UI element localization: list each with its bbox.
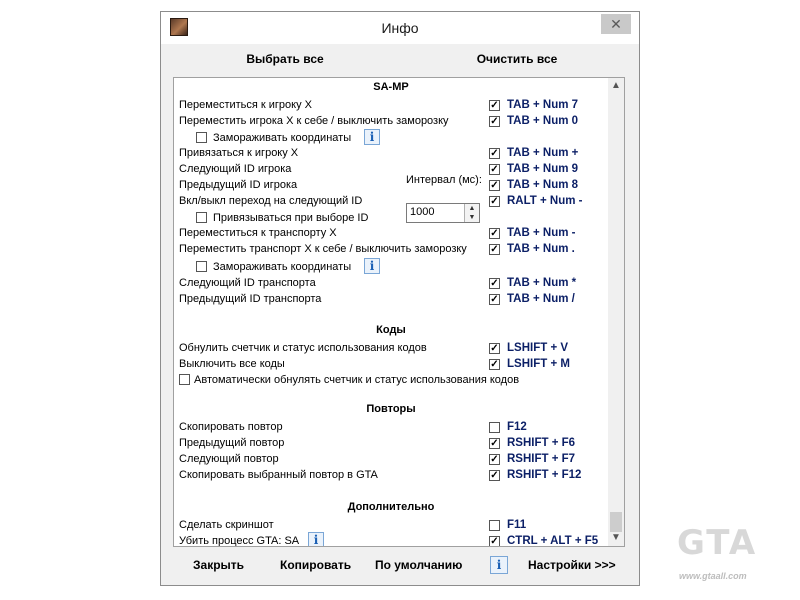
auto-reset-label: Автоматически обнулять счетчик и статус использования кодов	[194, 374, 520, 386]
hotkey-label: RALT + Num -	[507, 195, 583, 207]
row-label: Вкл/выкл переход на следующий ID	[179, 195, 363, 207]
hotkey-label: LSHIFT + M	[507, 358, 570, 370]
hotkey-checkbox[interactable]: ✓	[490, 116, 499, 127]
row-label: Переместиться к транспорту X	[179, 227, 337, 239]
row-label: Сделать скриншот	[179, 519, 274, 531]
info-window	[160, 11, 640, 586]
copy-button[interactable]: Копировать	[280, 558, 352, 572]
hotkeys-list	[174, 78, 608, 546]
chevron-down-icon[interactable]: ▼	[611, 532, 621, 543]
row-label: Предыдущий ID транспорта	[179, 293, 322, 305]
clear-all-button[interactable]: Очистить все	[476, 52, 558, 66]
row-label: Скопировать выбранный повтор в GTA	[179, 469, 378, 481]
hotkey-checkbox[interactable]: ✓	[490, 359, 499, 370]
row-label: Следующий ID игрока	[179, 163, 292, 175]
auto-reset-checkbox[interactable]	[179, 374, 190, 385]
info-icon[interactable]: i	[364, 129, 380, 145]
spin-down-icon[interactable]: ▼	[468, 214, 476, 221]
watermark	[673, 515, 788, 590]
hotkey-checkbox[interactable]: ✓	[490, 470, 499, 481]
hotkey-label: RSHIFT + F6	[507, 437, 576, 449]
hotkey-label: LSHIFT + V	[507, 342, 569, 354]
close-icon[interactable]: ✕	[601, 14, 631, 34]
hotkey-checkbox[interactable]: ✓	[490, 100, 499, 111]
hotkey-checkbox[interactable]: ✓	[490, 438, 499, 449]
select-all-button[interactable]: Выбрать все	[246, 52, 324, 66]
hotkey-label: TAB + Num 7	[507, 99, 579, 111]
row-label: Скопировать повтор	[179, 421, 283, 433]
row-label: Привязаться к игроку X	[179, 147, 299, 159]
watermark-logo: GTA	[677, 523, 758, 563]
hotkey-label: TAB + Num /	[507, 293, 575, 305]
row-label: Выключить все коды	[179, 358, 285, 370]
hotkey-checkbox[interactable]: ✓	[490, 343, 499, 354]
hotkey-label: TAB + Num *	[507, 277, 577, 289]
spinner-arrows[interactable]	[464, 204, 479, 222]
interval-value: 1000	[410, 206, 435, 218]
row-label: Следующий повтор	[179, 453, 279, 465]
watermark-url: www.gtaall.com	[679, 571, 747, 581]
row-label: Предыдущий ID игрока	[179, 179, 298, 191]
info-icon[interactable]: i	[490, 556, 508, 574]
interval-spinner[interactable]	[406, 203, 480, 223]
info-icon[interactable]: i	[364, 258, 380, 274]
hotkey-checkbox[interactable]: ✓	[490, 294, 499, 305]
hotkey-checkbox[interactable]: ✓	[490, 228, 499, 239]
freeze-coords-label: Замораживать координаты	[213, 261, 352, 273]
hotkey-label: TAB + Num 8	[507, 179, 579, 191]
row-label: Следующий ID транспорта	[179, 277, 316, 289]
hotkey-checkbox[interactable]: ✓	[490, 454, 499, 465]
hotkey-label: RSHIFT + F7	[507, 453, 576, 465]
hotkey-label: F11	[507, 519, 527, 531]
freeze-coords-checkbox[interactable]	[196, 132, 207, 143]
freeze-coords-label: Замораживать координаты	[213, 132, 352, 144]
hotkey-checkbox[interactable]	[489, 520, 500, 531]
vertical-scrollbar[interactable]	[608, 78, 624, 546]
freeze-coords-checkbox[interactable]	[196, 261, 207, 272]
row-label: Предыдущий повтор	[179, 437, 285, 449]
section-title-codes: Коды	[376, 324, 406, 336]
hotkey-label: RSHIFT + F12	[507, 469, 582, 481]
bind-on-select-label: Привязываться при выборе ID	[213, 212, 369, 224]
interval-label: Интервал (мс):	[406, 174, 482, 186]
row-label: Переместить транспорт X к себе / выключить заморозку	[179, 243, 467, 255]
scroll-thumb[interactable]	[610, 512, 622, 532]
row-label: Переместиться к игроку X	[179, 99, 312, 111]
row-label: Убить процесс GTA: SA	[179, 535, 300, 547]
title-bar	[161, 12, 639, 44]
hotkey-label: TAB + Num +	[507, 147, 579, 159]
hotkey-checkbox[interactable]: ✓	[490, 164, 499, 175]
window-title: Инфо	[381, 20, 419, 36]
hotkeys-panel	[173, 77, 625, 547]
hotkey-label: TAB + Num 0	[507, 115, 579, 127]
hotkey-label: F12	[507, 421, 527, 433]
defaults-button[interactable]: По умолчанию	[375, 558, 463, 572]
row-label: Переместить игрока X к себе / выключить заморозку	[179, 115, 449, 127]
close-button[interactable]: Закрыть	[193, 558, 245, 572]
hotkey-checkbox[interactable]: ✓	[490, 148, 499, 159]
bind-on-select-checkbox[interactable]	[196, 212, 207, 223]
row-label: Обнулить счетчик и статус использования кодов	[179, 342, 427, 354]
hotkey-checkbox[interactable]: ✓	[490, 180, 499, 191]
hotkey-label: TAB + Num .	[507, 243, 575, 255]
chevron-up-icon[interactable]: ▲	[611, 80, 621, 91]
hotkey-label: CTRL + ALT + F5	[507, 535, 599, 547]
hotkey-label: TAB + Num 9	[507, 163, 579, 175]
settings-button[interactable]: Настройки >>>	[528, 558, 616, 572]
section-title-extra: Дополнительно	[347, 501, 435, 513]
hotkey-checkbox[interactable]	[489, 422, 500, 433]
info-icon[interactable]: i	[308, 532, 324, 547]
hotkey-label: TAB + Num -	[507, 227, 576, 239]
hotkey-checkbox[interactable]: ✓	[490, 244, 499, 255]
section-title-samp: SA-MP	[373, 81, 409, 93]
spin-up-icon[interactable]: ▲	[468, 205, 476, 212]
hotkey-checkbox[interactable]: ✓	[490, 196, 499, 207]
hotkey-checkbox[interactable]: ✓	[490, 536, 499, 547]
hotkey-checkbox[interactable]: ✓	[490, 278, 499, 289]
section-title-replays: Повторы	[366, 403, 416, 415]
